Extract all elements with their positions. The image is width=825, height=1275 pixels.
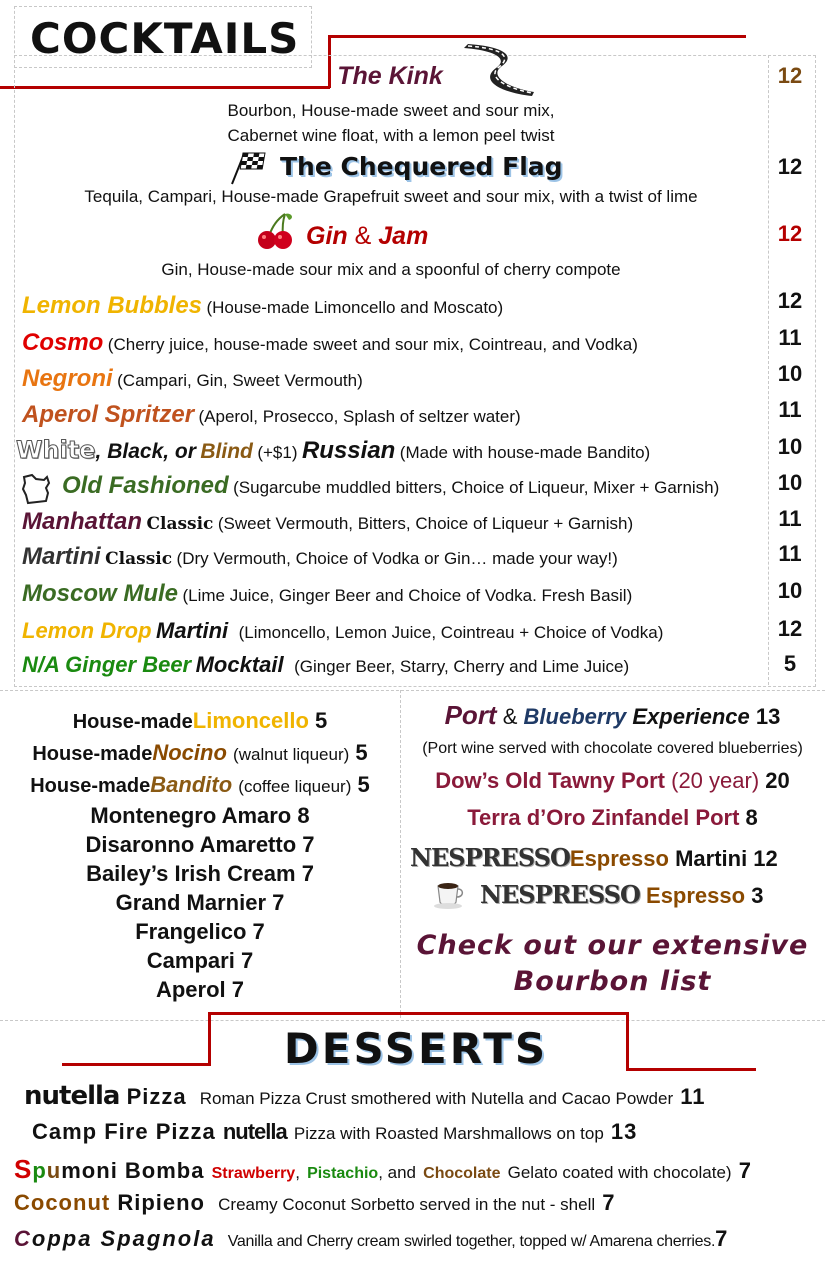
- cosmo-name: Cosmo: [22, 329, 104, 356]
- espresso-a: Espresso: [646, 883, 746, 908]
- manhattan-row: [22, 508, 633, 536]
- moscow-mule-price: 10: [777, 578, 803, 603]
- russian-desc: (Made with house-made Bandito): [399, 443, 651, 462]
- coppa-c: C: [14, 1226, 32, 1251]
- limoncello-price: 5: [315, 708, 328, 733]
- port-experience-price: 13: [755, 704, 781, 729]
- coconut-name-a: Coconut: [14, 1190, 111, 1215]
- cosmo-desc: (Cherry juice, house-made sweet and sour mix, Cointreau, and Vodka): [107, 335, 638, 354]
- manhattan-name: Manhattan: [22, 508, 142, 535]
- lemon-drop-desc: (Limoncello, Lemon Juice, Cointreau + Choice of Vodka): [238, 623, 664, 642]
- nutella-logo: nutella: [24, 1081, 120, 1111]
- experience-word: Experience: [632, 704, 750, 729]
- nutella-pizza-desc: Roman Pizza Crust smothered with Nutella and Cacao Powder: [199, 1089, 674, 1108]
- flag-price: 12: [777, 154, 803, 179]
- espresso-b: 3: [751, 883, 764, 908]
- russian-extra: (+$1): [257, 443, 298, 462]
- port-experience-note: (Port wine served with chocolate covered blueberries): [422, 740, 803, 757]
- lemon-drop-price: 12: [777, 616, 803, 641]
- manhattan-tag: Classic: [146, 514, 214, 534]
- lemon-bubbles-row: [22, 292, 503, 320]
- nutella-logo-text: nutella: [222, 1119, 287, 1144]
- nutella-pizza-price: 11: [680, 1084, 706, 1109]
- camp-fire-name: Camp Fire Pizza: [32, 1119, 216, 1144]
- price-column-divider: [768, 55, 769, 685]
- liqueur-campari: Campari 7: [146, 948, 254, 973]
- kink-desc-1: Bourbon, House-made sweet and sour mix,: [227, 101, 555, 120]
- gin-jam-desc: Gin, House-made sour mix and a spoonful of cherry compote: [161, 260, 621, 279]
- negroni-price: 10: [777, 361, 803, 386]
- camp-fire-price: 13: [610, 1119, 638, 1144]
- spumoni-comma: ,: [295, 1163, 300, 1182]
- desserts-rule-right-vert: [626, 1012, 629, 1070]
- russian-row: [16, 436, 650, 465]
- spumoni-chocolate: Chocolate: [423, 1165, 501, 1182]
- esp-martini-a: Espresso: [569, 846, 669, 871]
- bandito-note: (coffee liqueur): [238, 777, 352, 796]
- bandito-price: 5: [357, 772, 370, 797]
- port-word: Port: [444, 700, 497, 730]
- manhattan-price: 11: [778, 506, 802, 531]
- nocino-price: 5: [355, 740, 368, 765]
- gin-jam-name: [306, 222, 428, 251]
- coffee-cup-icon: [432, 878, 466, 910]
- spumoni-and: , and: [378, 1163, 417, 1182]
- spumoni-s: S: [14, 1154, 33, 1184]
- bandito-line: [0, 772, 400, 798]
- espresso-line: [480, 880, 763, 909]
- limoncello-name: Limoncello: [192, 708, 309, 733]
- coconut-name-b: Ripieno: [117, 1190, 205, 1215]
- dows-note: (20 year): [671, 768, 760, 793]
- coppa-price: 7: [715, 1226, 730, 1251]
- esp-martini-b: Martini 12: [675, 846, 778, 871]
- bandito-name: Bandito: [150, 772, 233, 797]
- russian-white: White: [16, 436, 96, 464]
- martini-name: Martini: [22, 543, 101, 570]
- desserts-rule-right: [626, 1068, 756, 1071]
- lemon-bubbles-desc: (House-made Limoncello and Moscato): [206, 298, 504, 317]
- russian-price: 10: [777, 434, 803, 459]
- spumoni-price: 7: [738, 1158, 752, 1183]
- nespresso-logo: NESPRESSO: [410, 843, 570, 872]
- spumoni-rest: moni Bomba: [61, 1158, 205, 1183]
- limoncello-line: [0, 708, 400, 734]
- liqueur-baileys: Bailey’s Irish Cream 7: [86, 861, 314, 886]
- liqueur-grand-marnier: Grand Marnier 7: [115, 890, 285, 915]
- nocino-name: Nocino: [152, 740, 227, 765]
- old-fashioned-price: 10: [777, 470, 803, 495]
- liqueur-disaronno: Disaronno Amaretto 7: [85, 832, 315, 857]
- lemon-drop-name-b: Martini: [156, 618, 229, 643]
- terra-price: 8: [745, 805, 758, 830]
- lemon-bubbles-price: 12: [777, 288, 803, 313]
- liqueur-aperol: Aperol 7: [155, 977, 245, 1002]
- martini-row: [22, 543, 618, 571]
- martini-desc: (Dry Vermouth, Choice of Vodka or Gin… made your way!): [176, 549, 618, 568]
- lemon-bubbles-name: Lemon Bubbles: [22, 292, 203, 319]
- port-experience-line: [400, 700, 825, 731]
- mocktail-name-b: Mocktail: [195, 652, 284, 677]
- russian-name: Russian: [301, 437, 396, 464]
- desserts-divider: [0, 1020, 825, 1021]
- mocktail-desc: (Ginger Beer, Starry, Cherry and Lime Juice): [294, 657, 630, 676]
- coconut-row: [14, 1190, 825, 1216]
- aperol-spritzer-price: 11: [778, 397, 802, 422]
- aperol-spritzer-name: Aperol Spritzer: [22, 401, 195, 428]
- nocino-note: (walnut liqueur): [233, 745, 350, 764]
- negroni-name: Negroni: [22, 365, 113, 392]
- nutella-logo-2: [223, 1119, 287, 1144]
- flag-desc: Tequila, Campari, House-made Grapefruit sweet and sour mix, with a twist of lime: [84, 187, 698, 206]
- kink-desc-2: Cabernet wine float, with a lemon peel twist: [227, 126, 555, 145]
- bourbon-line-2: Bourbon list: [513, 966, 712, 997]
- gin-jam-name-b: Jam: [378, 222, 429, 250]
- russian-black: , Black, or: [95, 440, 196, 463]
- cosmo-price: 11: [778, 325, 802, 350]
- spumoni-u: u: [46, 1158, 62, 1183]
- terra-name: Terra d’Oro Zinfandel Port: [467, 805, 740, 830]
- espresso-martini-line: [410, 843, 778, 872]
- moscow-mule-desc: (Lime Juice, Ginger Beer and Choice of Vodka. Fresh Basil): [182, 586, 633, 605]
- wisconsin-icon: [20, 471, 56, 507]
- camp-fire-row: [32, 1119, 825, 1145]
- aperol-spritzer-desc: (Aperol, Prosecco, Splash of seltzer water): [198, 407, 521, 426]
- checkered-flag-icon: [228, 150, 268, 186]
- gin-jam-amp: &: [354, 222, 372, 250]
- desserts-title: DESSERTS: [283, 1024, 549, 1073]
- blueberry-word: Blueberry: [523, 704, 627, 729]
- cocktails-title: COCKTAILS: [30, 14, 300, 63]
- desserts-rule-top: [208, 1012, 628, 1015]
- coconut-price: 7: [602, 1190, 616, 1215]
- nespresso-logo-2: NESPRESSO: [480, 880, 640, 909]
- dows-price: 20: [765, 768, 790, 793]
- kink-name: The Kink: [337, 62, 443, 90]
- lemon-drop-name-a: Lemon Drop: [22, 618, 152, 643]
- spumoni-desc: Gelato coated with chocolate): [507, 1163, 732, 1182]
- header-red-rule-top: [328, 35, 746, 38]
- negroni-row: [22, 365, 363, 393]
- kink-price: 12: [777, 63, 803, 88]
- aperol-spritzer-row: [22, 401, 521, 429]
- mocktail-price: 5: [783, 651, 797, 676]
- port-amp: &: [502, 704, 518, 729]
- mocktail-row: [22, 652, 629, 678]
- nutella-pizza-row: [24, 1081, 825, 1111]
- negroni-desc: (Campari, Gin, Sweet Vermouth): [117, 371, 363, 390]
- moscow-mule-name: Moscow Mule: [22, 580, 179, 607]
- martini-tag: Classic: [105, 549, 173, 569]
- terra-line: [400, 805, 825, 831]
- spumoni-p: p: [32, 1158, 47, 1183]
- coppa-rest: oppa Spagnola: [31, 1226, 216, 1251]
- martini-price: 11: [778, 541, 802, 566]
- nutella-pizza-name: Pizza: [126, 1084, 187, 1109]
- dows-line: [400, 768, 825, 794]
- old-fashioned-row: [62, 472, 719, 500]
- coconut-desc: Creamy Coconut Sorbetto served in the nut - shell: [218, 1195, 596, 1214]
- old-fashioned-name: Old Fashioned: [62, 472, 229, 499]
- moscow-mule-row: [22, 580, 632, 608]
- spumoni-pistachio: Pistachio: [307, 1165, 379, 1182]
- coppa-desc: Vanilla and Cherry cream swirled together, topped w/ Amarena cherries.: [227, 1233, 716, 1250]
- gin-jam-name-a: Gin: [306, 222, 348, 250]
- gin-jam-price: 12: [777, 221, 803, 246]
- limoncello-pre: House-made: [72, 711, 193, 733]
- liqueur-frangelico: Frangelico 7: [135, 919, 265, 944]
- cherry-icon: [255, 212, 295, 250]
- cosmo-row: [22, 329, 638, 357]
- desserts-rule-left: [62, 1063, 210, 1066]
- dows-name: Dow’s Old Tawny Port: [435, 768, 665, 793]
- liqueur-montenegro: Montenegro Amaro 8: [90, 803, 310, 828]
- road-icon: [458, 40, 536, 96]
- coppa-row: [14, 1226, 825, 1252]
- mocktail-name-a: N/A Ginger Beer: [22, 652, 192, 677]
- nocino-pre: House-made: [32, 743, 153, 765]
- mid-divider-horizontal: [0, 690, 825, 691]
- manhattan-desc: (Sweet Vermouth, Bitters, Choice of Liqueur + Garnish): [217, 514, 634, 533]
- bandito-pre: House-made: [30, 775, 151, 797]
- spumoni-strawberry: Strawberry: [211, 1165, 296, 1182]
- lemon-drop-row: [22, 618, 663, 644]
- nocino-line: [0, 740, 400, 766]
- camp-fire-desc: Pizza with Roasted Marshmallows on top: [293, 1124, 604, 1143]
- spumoni-row: [14, 1154, 825, 1185]
- flag-name: The Chequered Flag: [280, 152, 563, 181]
- bourbon-line-1: Check out our extensive: [416, 930, 809, 961]
- old-fashioned-desc: (Sugarcube muddled bitters, Choice of Liqueur, Mixer + Garnish): [233, 478, 720, 497]
- russian-blind: Blind: [200, 440, 253, 463]
